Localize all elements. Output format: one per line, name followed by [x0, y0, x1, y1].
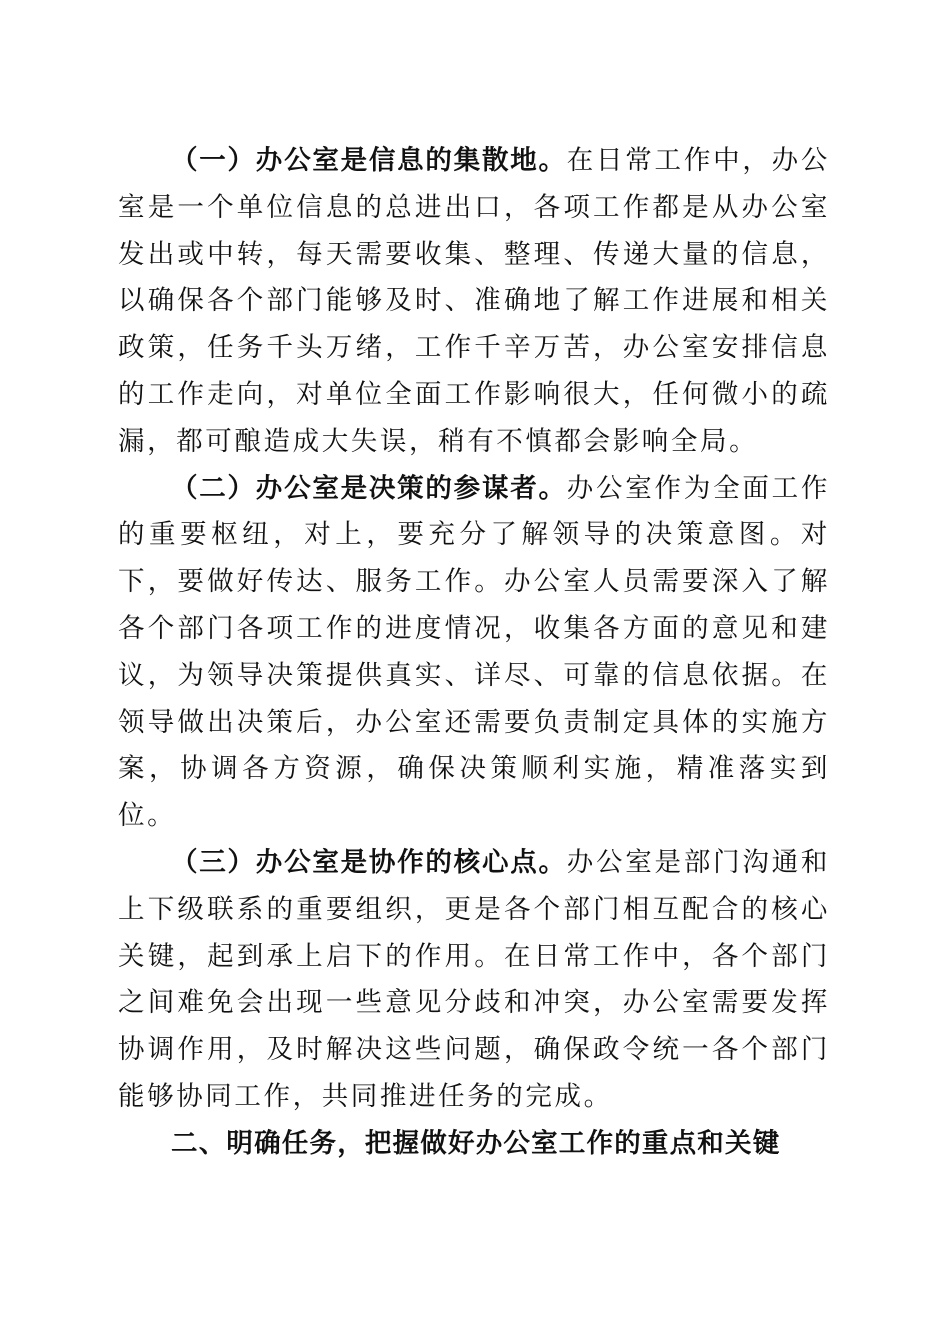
paragraph-body: 办公室是部门沟通和上下级联系的重要组织，更是各个部门相互配合的核心关键，起到承上启下的作用。在日常工作中，各个部门之间难免会出现一些意见分歧和冲突，办公室需要发挥协调作用，及时解决这些问题，确保政令统一各个部门能够协同工作，共同推进任务的完成。 [118, 846, 830, 1112]
paragraph-coordination-core [118, 840, 830, 1121]
section-heading: 二、明确任务，把握做好办公室工作的重点和关键 [171, 1127, 781, 1159]
paragraph-lead: （三）办公室是协作的核心点。 [171, 846, 567, 878]
paragraph-info-hub [118, 138, 830, 466]
paragraph-body: 在日常工作中，办公室是一个单位信息的总进出口，各项工作都是从办公室发出或中转，每天需要收集、整理、传递大量的信息，以确保各个部门能够及时、准确地了解工作进展和相关政策，任务千头万绪，工作千辛万苦，办公室安排信息的工作走向，对单位全面工作影响很大，任何微小的疏漏，都可酿造成大失误，稍有不慎都会影响全局。 [118, 145, 830, 457]
paragraph-lead: （二）办公室是决策的参谋者。 [171, 472, 567, 504]
paragraph-decision-advisor [118, 466, 830, 840]
document-page [118, 138, 830, 1168]
paragraph-lead: （一）办公室是信息的集散地。 [171, 145, 567, 176]
paragraph-body: 办公室作为全面工作的重要枢纽，对上，要充分了解领导的决策意图。对下，要做好传达、服务工作。办公室人员需要深入了解各个部门各项工作的进度情况，收集各方面的意见和建议，为领导决策提供真实、详尽、可靠的信息依据。在领导做出决策后，办公室还需要负责制定具体的实施方案，协调各方资源，确保决策顺利实施，精准落实到位。 [118, 472, 830, 832]
